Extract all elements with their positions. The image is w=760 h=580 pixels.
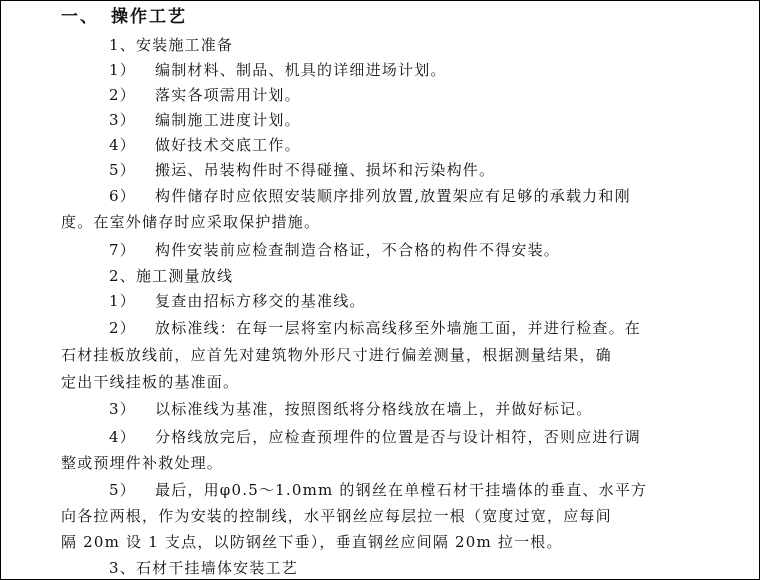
item-number: 3）	[109, 111, 136, 129]
item-text: 构件储存时应依照安装顺序排列放置,放置架应有足够的承载力和刚	[155, 187, 631, 205]
item-text: 编制材料、制品、机具的详细进场计划。	[155, 61, 447, 79]
list-item	[109, 318, 759, 338]
heading-1	[61, 7, 759, 27]
item-text: 复查由招标方移交的基准线。	[155, 292, 366, 310]
item-continuation: 向各拉两根，作为安装的控制线，水平钢丝应每层拉一根（宽度过宽，应每间	[61, 507, 612, 525]
heading-number: 一、	[61, 7, 99, 27]
item-number: 4）	[109, 136, 136, 154]
item-text: 搬运、吊装构件时不得碰撞、损坏和污染构件。	[155, 161, 496, 179]
list-item	[109, 480, 759, 500]
item-continuation: 隔 20m 设 1 支点，以防钢丝下垂），垂直钢丝应间隔 20m 拉一根。	[61, 533, 563, 551]
item-number: 7）	[109, 241, 136, 259]
heading-title: 操作工艺	[111, 7, 187, 27]
list-item	[109, 160, 759, 180]
item-text: 做好技术交底工作。	[155, 136, 301, 154]
list-item	[109, 291, 759, 311]
item-number: 3）	[109, 400, 136, 418]
item-continuation: 定出干线挂板的基准面。	[61, 373, 240, 391]
item-text: 分格线放完后，应检查预埋件的位置是否与设计相符，否则应进行调	[155, 428, 642, 446]
section-title: 3、石材干挂墙体安装工艺	[109, 559, 298, 577]
section-title: 1、安装施工准备	[109, 36, 234, 54]
item-number: 5）	[109, 161, 136, 179]
list-item	[109, 399, 759, 419]
list-item	[109, 186, 759, 206]
item-text: 以标准线为基准，按照图纸将分格线放在墙上，并做好标记。	[155, 400, 593, 418]
item-number: 1）	[109, 61, 136, 79]
list-item	[109, 240, 759, 260]
item-continuation: 度。在室外储存时应采取保护措施。	[61, 213, 321, 231]
section-title: 2、施工测量放线	[109, 267, 234, 285]
item-text: 编制施工进度计划。	[155, 111, 301, 129]
list-item	[109, 135, 759, 155]
item-text: 最后，用φ0.5～1.0mm 的钢丝在单樘石材干挂墙体的垂直、水平方	[155, 481, 648, 499]
item-number: 4）	[109, 428, 136, 446]
item-number: 6）	[109, 187, 136, 205]
item-continuation: 整或预埋件补救处理。	[61, 454, 224, 472]
list-item	[109, 60, 759, 80]
item-continuation: 石材挂板放线前，应首先对建筑物外形尺寸进行偏差测量，根据测量结果，确	[61, 346, 612, 364]
item-text: 落实各项需用计划。	[155, 86, 301, 104]
item-number: 2）	[109, 86, 136, 104]
list-item	[109, 427, 759, 447]
item-text: 放标准线：在每一层将室内标高线移至外墙施工面，并进行检查。在	[155, 319, 642, 337]
item-text: 构件安装前应检查制造合格证，不合格的构件不得安装。	[155, 241, 561, 259]
list-item	[109, 110, 759, 130]
item-number: 2）	[109, 319, 136, 337]
item-number: 5）	[109, 481, 136, 499]
item-number: 1）	[109, 292, 136, 310]
list-item	[109, 85, 759, 105]
